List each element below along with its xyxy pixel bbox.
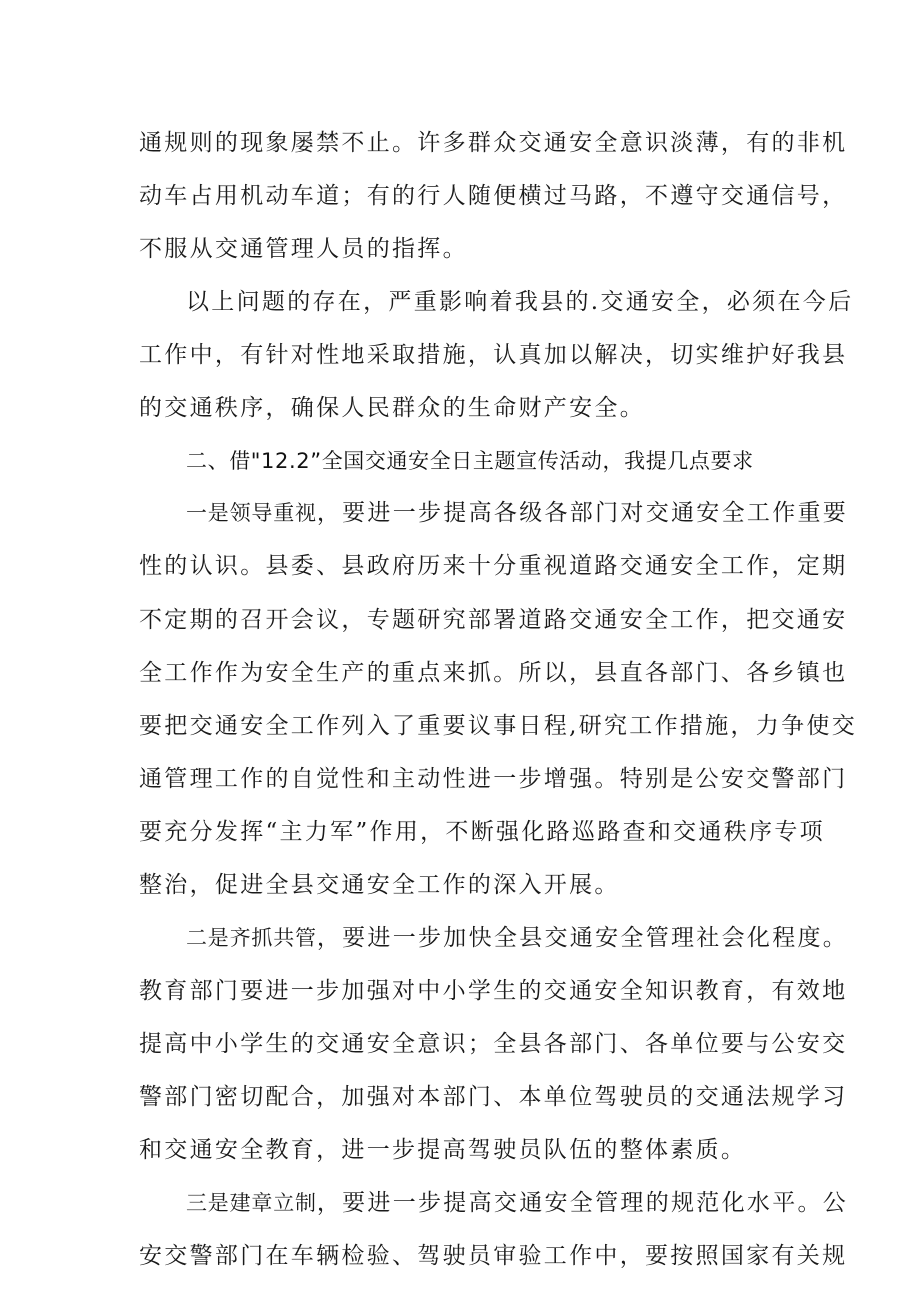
paragraph-line: 不定期的召开会议，专题研究部署道路交通安全工作，把交通安 — [139, 607, 848, 633]
paragraph-line: 安交警部门在车辆检验、驾驶员审验工作中，要按照国家有关规 — [139, 1243, 848, 1269]
paragraph-line: 工作中，有针对性地采取措施，认真加以解决，切实维护好我县 — [139, 342, 848, 368]
paragraph-line-rest: ，要进一步加快全县交通安全管理社会化程度。 — [316, 925, 849, 951]
paragraph-line: 以上问题的存在，严重影响着我县的.交通安全，必须在今后 — [186, 289, 854, 315]
paragraph-line — [186, 498, 849, 528]
paragraph-line: 教育部门要进一步加强对中小学生的交通安全知识教育，有效地 — [139, 978, 848, 1004]
paragraph-line: 提高中小学生的交通安全意识；全县各部门、各单位要与公安交 — [139, 1031, 848, 1057]
paragraph-line: 和交通安全教育，进一步提高驾驶员队伍的整体素质。 — [139, 1137, 747, 1163]
paragraph-line: 通规则的现象屡禁不止。许多群众交通安全意识淡薄，有的非机 — [139, 130, 848, 156]
paragraph-line: 全工作作为安全生产的重点来抓。所以，县直各部门、各乡镇也 — [139, 660, 848, 686]
paragraph-line: 通管理工作的自觉性和主动性进一步增强。特别是公安交警部门 — [139, 766, 848, 792]
paragraph-lead-phrase: 三是建章立制 — [186, 1191, 317, 1215]
paragraph-line-rest: ，要进一步提高各级各部门对交通安全工作重要 — [316, 500, 849, 526]
paragraph-line: 警部门密切配合，加强对本部门、本单位驾驶员的交通法规学习 — [139, 1084, 848, 1110]
paragraph-line: 性的认识。县委、县政府历来十分重视道路交通安全工作，定期 — [139, 553, 848, 579]
paragraph-line: 不服从交通管理人员的指挥。 — [139, 236, 468, 262]
paragraph-line: 整治，促进全县交通安全工作的深入开展。 — [139, 872, 620, 898]
paragraph-line-rest: ，要进一步提高交通安全管理的规范化水平。公 — [316, 1190, 849, 1216]
section-heading: 二、借"12.2”全国交通安全日主题宣传活动，我提几点要求 — [186, 449, 754, 473]
paragraph-line — [186, 923, 849, 953]
paragraph-line: 要充分发挥“主力军”作用，不断强化路巡路查和交通秩序专项 — [139, 819, 825, 845]
paragraph-line: 的交通秩序，确保人民群众的生命财产安全。 — [139, 395, 645, 421]
paragraph-line: 要把交通安全工作列入了重要议事日程,研究工作措施，力争使交 — [139, 713, 858, 739]
paragraph-line — [186, 1188, 849, 1218]
paragraph-lead-phrase: 一是领导重视 — [186, 501, 317, 525]
paragraph-line: 动车占用机动车道；有的行人随便横过马路，不遵守交通信号， — [139, 183, 848, 209]
paragraph-lead-phrase: 二是齐抓共管 — [186, 926, 317, 950]
